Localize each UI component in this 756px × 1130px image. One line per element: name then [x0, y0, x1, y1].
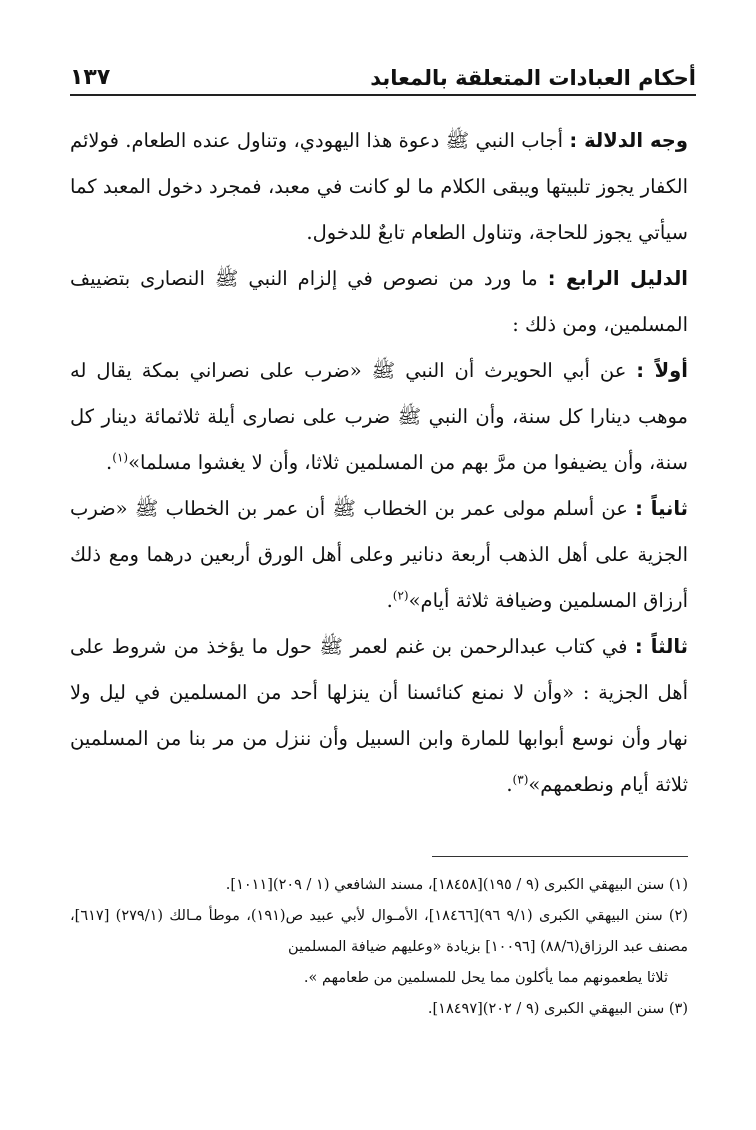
page-number: ١٣٧ — [70, 65, 111, 90]
paragraph-first: أولاً : عن أبي الحويرث أن النبي ﷺ «ضرب على نصراني بمكة يقال له موهب دينارا كل سنة، وأن النبي ﷺ ضرب على نصارى أيلة ثلاثمائة دينار كل سنة، وأن يضيفوا من مرَّ بهم من المسلمين ثلاثا، وأن لا يغشوا مسلما»$^{(١)}$. — [70, 359, 688, 474]
paragraph-lead: ثانياً : — [635, 497, 689, 520]
paragraph-third: ثالثاً : في كتاب عبدالرحمن بن غنم لعمر ﷺ حول ما يؤخذ من شروط على أهل الجزية : «وأن لا نمنع كنائسنا أن ينزلها أحد من المسلمين في ليل ولا نهار وأن نوسع أبوابها للمارة وابن السبيل وأن ننزل من مر بنا من المسلمين ثلاثة أيام ونطعمهم»$^{(٣)}$. — [70, 635, 688, 796]
running-header — [70, 52, 696, 96]
footnote-3: (٣) سنن البيهقي الكبرى (٩ / ٢٠٢)[١٨٤٩٧]. — [427, 1001, 688, 1017]
paragraph-text: ما ورد من نصوص في إلزام النبي ﷺ النصارى بتضييف المسلمين، ومن ذلك : — [70, 267, 688, 336]
running-title: أحكام العبادات المتعلقة بالمعابد — [370, 66, 696, 90]
paragraph-wajh-aldalala — [70, 118, 688, 256]
footnotes — [70, 870, 688, 1025]
paragraph-daleel-rabi — [70, 256, 688, 348]
footnote-2-continued: ثلاثا يطعمونهم مما يأكلون مما يحل للمسلمين من طعامهم ». — [303, 970, 668, 986]
main-text — [70, 118, 688, 808]
paragraph-lead: ثالثاً : — [634, 635, 688, 658]
footnote-separator — [432, 856, 688, 857]
paragraph-text: أجاب النبي ﷺ دعوة هذا اليهودي، وتناول عنده الطعام. فولائم الكفار يجوز تلبيتها ويبقى الكلام ما لو كانت في معبد، فمجرد دخول المعبد كما سيأتي يجوز للحاجة، وتناول الطعام تابعٌ للدخول. — [70, 129, 688, 244]
paragraph-text: في كتاب عبدالرحمن بن غنم لعمر ﷺ حول ما يؤخذ من شروط على أهل الجزية : «وأن لا نمنع كنائسنا أن ينزلها أحد من المسلمين في ليل ولا نهار وأن نوسع أبوابها للمارة وابن السبيل وأن ننزل من مر بنا من المسلمين ثلاثة أيام ونطعمهم» — [70, 635, 688, 796]
footnote-ref[interactable]: (٢) — [392, 588, 409, 603]
footnote-ref[interactable]: (٣) — [512, 772, 529, 787]
footnote-ref[interactable]: (١) — [112, 450, 129, 465]
paragraph-text: عن أبي الحويرث أن النبي ﷺ «ضرب على نصراني بمكة يقال له موهب دينارا كل سنة، وأن النبي ﷺ ضرب على نصارى أيلة ثلاثمائة دينار كل سنة، وأن يضيفوا من مرَّ بهم من المسلمين ثلاثا، وأن لا يغشوا مسلما» — [70, 359, 688, 474]
paragraph-lead: وجه الدلالة : — [569, 129, 688, 152]
paragraph-text: عن أسلم مولى عمر بن الخطاب ﷺ أن عمر بن الخطاب ﷺ «ضرب الجزية على أهل الذهب أربعة دنانير وعلى أهل الورق أربعين درهما ومع ذلك أرزاق المسلمين وضيافة ثلاثة أيام» — [70, 497, 688, 612]
paragraph-lead: الدليل الرابع : — [547, 267, 688, 290]
paragraph-lead: أولاً : — [636, 359, 688, 382]
footnote-1: (١) سنن البيهقي الكبرى (٩ / ١٩٥)[١٨٤٥٨]، مسند الشافعي (١ / ٢٠٩)[١٠١١]. — [225, 877, 688, 893]
footnote-2: (٢) سنن البيهقي الكبرى (٩/١ ٩٦)[١٨٤٦٦]، الأمـوال لأبي عبيد ص(١٩١)، موطأ مـالك (٢٧٩/١) [٦١٧]، مصنف عبد الرزاق(٨٨/٦) [١٠٠٩٦] بزيادة «وعليهم ضيافة المسلمين — [70, 908, 689, 955]
paragraph-second: ثانياً : عن أسلم مولى عمر بن الخطاب ﷺ أن عمر بن الخطاب ﷺ «ضرب الجزية على أهل الذهب أربعة دنانير وعلى أهل الورق أربعين درهما ومع ذلك أرزاق المسلمين وضيافة ثلاثة أيام»$^{(٢)}$. — [70, 497, 689, 612]
